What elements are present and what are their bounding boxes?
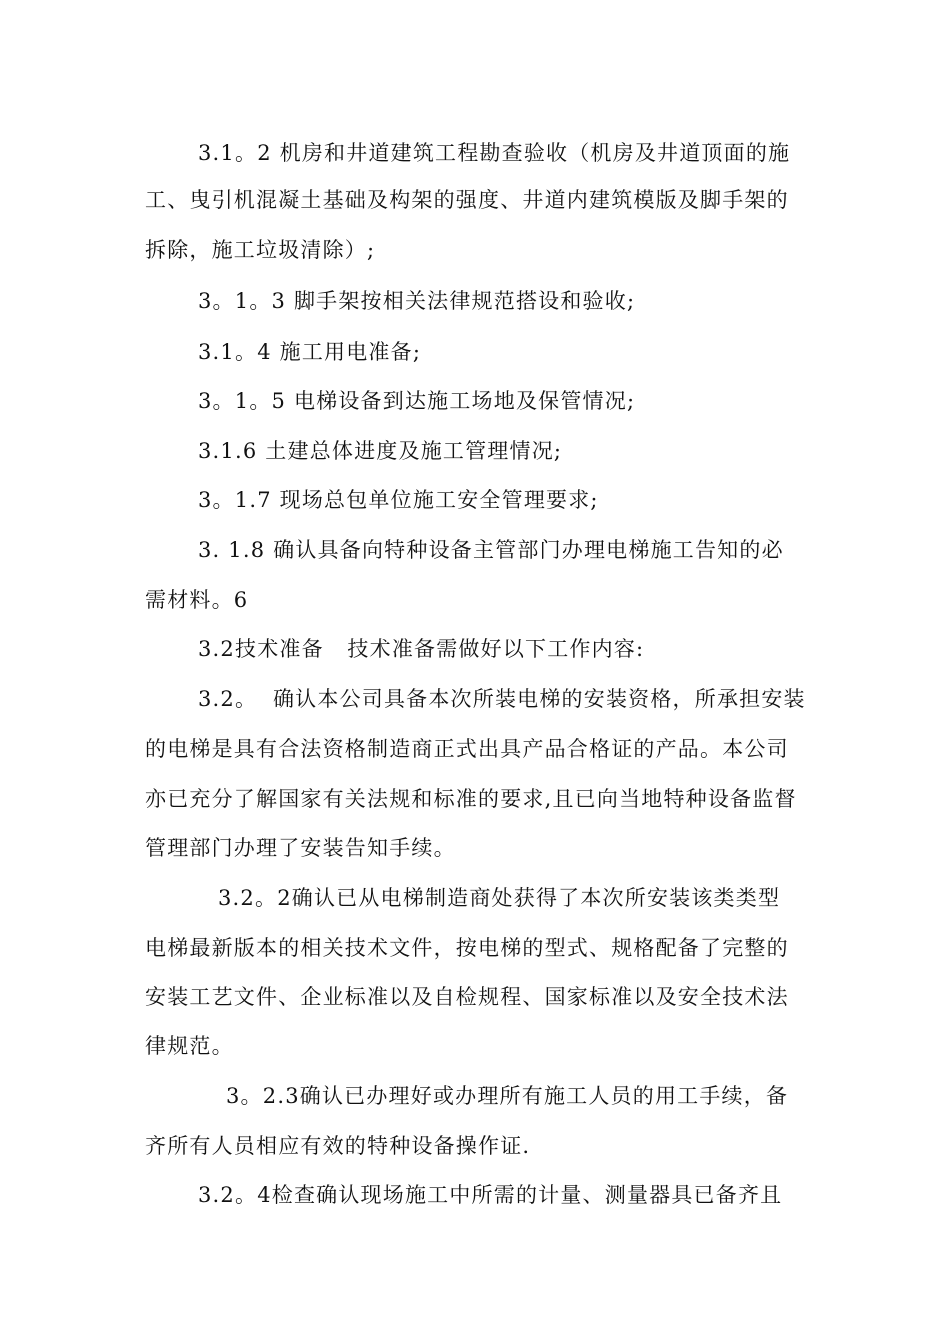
section-heading: 3.2技术准备 技术准备需做好以下工作内容: (198, 637, 645, 661)
text-line: 3。1。3 脚手架按相关法律规范搭设和验收; (198, 289, 636, 313)
text-line: 安装工艺文件、企业标准以及自检规程、国家标准以及安全技术法 (145, 985, 789, 1009)
text-line: 工、曳引机混凝土基础及构架的强度、井道内建筑模版及脚手架的 (145, 188, 789, 212)
text-line: 拆除，施工垃圾清除）; (145, 238, 376, 262)
text-line: 管理部门办理了安装告知手续。 (145, 836, 456, 860)
text-line: 3.1.6 土建总体进度及施工管理情况; (198, 439, 563, 463)
text-line: 亦已充分了解国家有关法规和标准的要求,且已向当地特种设备监督 (145, 787, 797, 811)
text-line: 3。2.3确认已办理好或办理所有施工人员的用工手续，备 (226, 1084, 789, 1108)
text-line: 电梯最新版本的相关技术文件，按电梯的型式、规格配备了完整的 (145, 936, 789, 960)
text-line: 3.2。4检查确认现场施工中所需的计量、测量器具已备齐且 (198, 1183, 783, 1207)
text-line: 3。1.7 现场总包单位施工安全管理要求; (198, 488, 599, 512)
text-line: 齐所有人员相应有效的特种设备操作证. (145, 1134, 531, 1158)
text-line: 3.1。2 机房和井道建筑工程勘查验收（机房及井道顶面的施 (198, 141, 791, 165)
text-line: 3. 1.8 确认具备向特种设备主管部门办理电梯施工告知的必 (198, 538, 784, 562)
text-line: 3.2。2确认已从电梯制造商处获得了本次所安装该类类型 (218, 886, 781, 910)
text-line: 需材料。6 (145, 588, 249, 612)
text-line: 3.1。4 施工用电准备; (198, 340, 422, 364)
text-line: 律规范。 (145, 1034, 234, 1058)
text-line: 3.2。 确认本公司具备本次所装电梯的安装资格，所承担安装 (198, 687, 806, 711)
text-line: 3。1。5 电梯设备到达施工场地及保管情况; (198, 389, 636, 413)
text-line: 的电梯是具有合法资格制造商正式出具产品合格证的产品。本公司 (145, 737, 789, 761)
